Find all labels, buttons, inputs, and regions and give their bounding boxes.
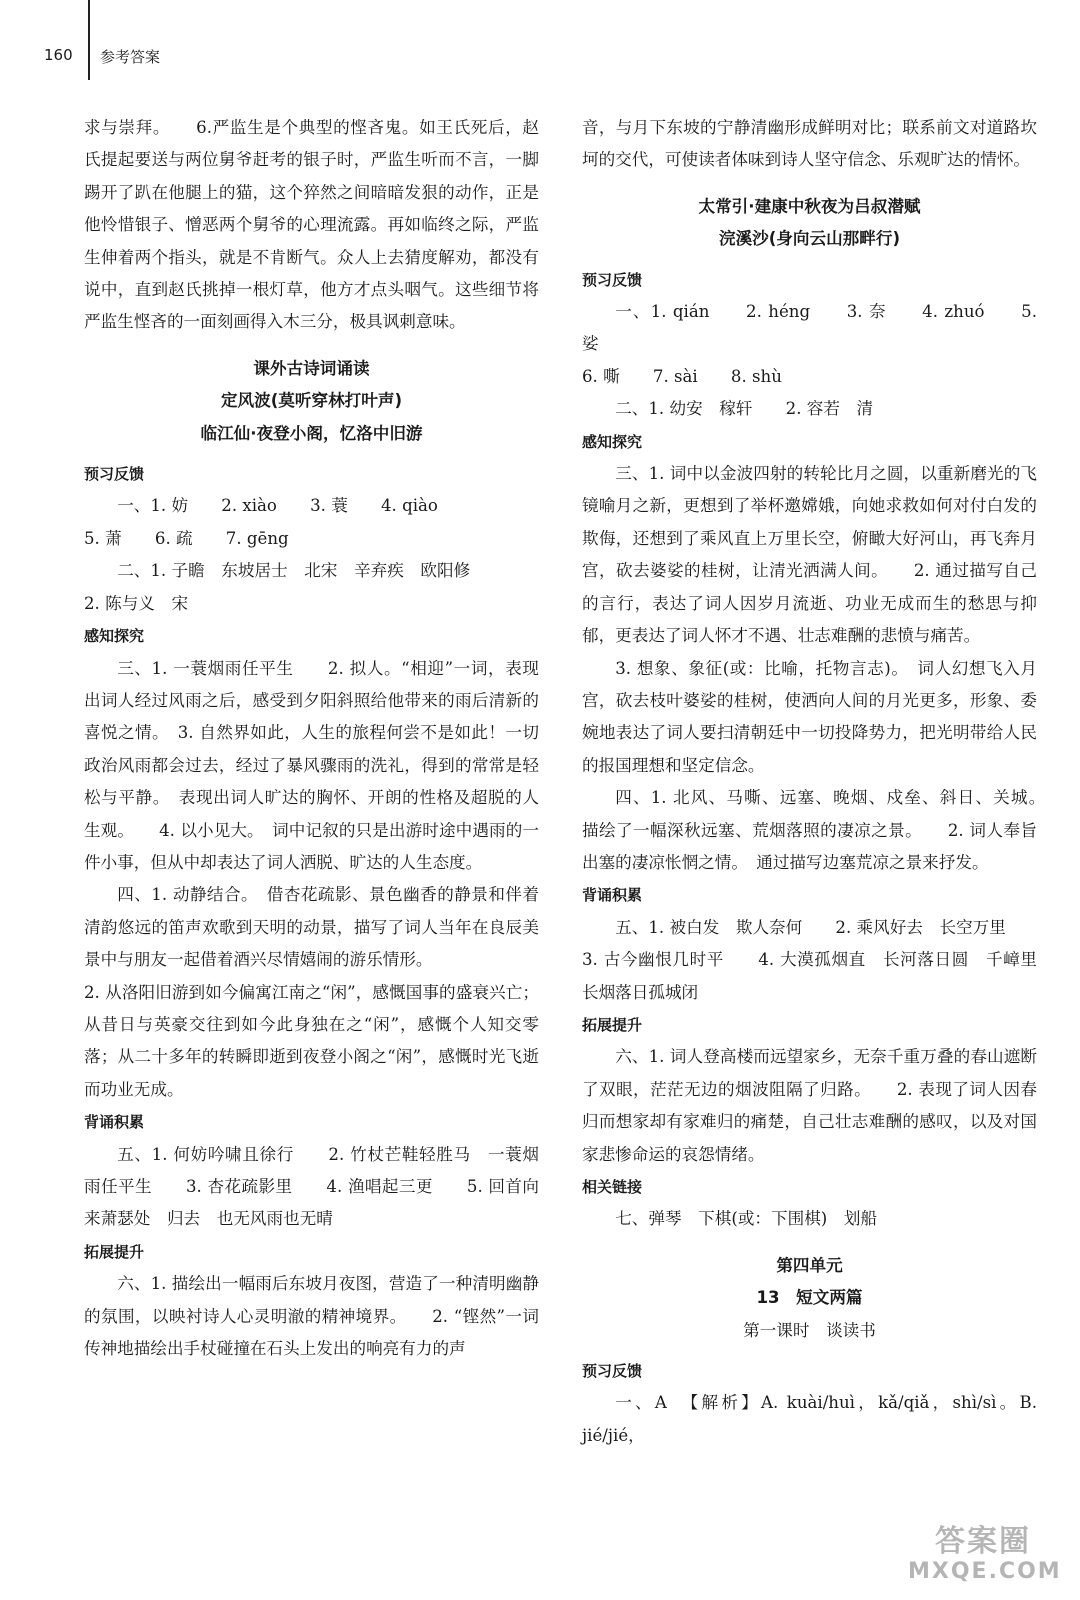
answer-paragraph: 四、1. 北风、马嘶、远塞、晚烟、戍垒、斜日、关城。 描绘了一幅深秋远塞、荒烟落照的凄凉之景。 2. 词人奉旨出塞的凄凉怅惘之情。 通过描写边塞荒凉之景来抒发。 <box>582 788 1054 872</box>
answer-paragraph: 六、1. 词人登高楼而远望家乡，无奈千重万叠的春山遮断了双眼，茫茫无边的烟波阻隔了归路。 2. 表现了词人因春归而想家却有家难归的痛楚，自己壮志难酬的感叹，以及对国家悲惨命运的哀怨情绪。 <box>582 1047 1037 1164</box>
answer-paragraph: 五、1. 何妨吟啸且徐行 2. 竹杖芒鞋轻胜马 一蓑烟雨任平生 3. 杏花疏影里 4. 渔唱起三更 5. 回首向来萧瑟处 归去 也无风雨也无晴 <box>84 1144 539 1229</box>
answer-paragraph: 七、弹琴 下棋(或：下围棋) 划船 <box>615 1209 878 1229</box>
answer-paragraph: 音，与月下东坡的宁静清幽形成鲜明对比；联系前文对道路坎坷的交代，可使读者体味到诗人坚守信念、乐观旷达的情怀。 <box>582 118 1037 170</box>
answer-paragraph: 一、1. qián 2. héng 3. 奈 4. zhuó 5. 娑 <box>582 302 1037 354</box>
page-number: 160 <box>44 46 73 64</box>
answer-paragraph: 3. 想象、象征(或：比喻，托物言志)。 词人幻想飞入月宫，砍去枝叶婆娑的桂树，使洒向人间的月光更多，形象、委婉地表达了词人要扫清朝廷中一切投降势力，把光明带给人民的报国理想和坚定信念。 <box>582 658 1037 775</box>
watermark-logo <box>908 1524 1062 1586</box>
section-title: 13 短文两篇 <box>756 1288 863 1308</box>
section-title: 临江仙·夜登小阁，忆洛中旧游 <box>200 423 423 443</box>
answer-paragraph: 一、A 【解析】A. kuài/huì，kǎ/qiǎ，shì/sì。B. jié/jié， <box>582 1393 1037 1445</box>
answer-paragraph: 一、1. 妨 2. xiào 3. 蓑 4. qiào <box>117 496 438 516</box>
watermark-text-cn: 答案圈 <box>935 1524 1031 1559</box>
section-title: 定风波(莫听穿林打叶声) <box>220 391 403 411</box>
section-heading: 拓展提升 <box>84 1242 145 1261</box>
section-title: 浣溪沙(身向云山那畔行) <box>718 229 901 249</box>
answer-paragraph: 二、1. 子瞻 东坡居士 北宋 辛弃疾 欧阳修 <box>117 561 471 581</box>
section-title: 第四单元 <box>776 1255 843 1275</box>
answer-paragraph: 2. 从洛阳旧游到如今偏寓江南之“闲”，感慨国事的盛衰兴亡；从昔日与英豪交往到如今此身独在之“闲”，感慨个人知交零落；从二十多年的转瞬即逝到夜登小阁之“闲”，感慨时光飞逝而功业无成。 <box>84 982 539 1099</box>
section-title: 太常引·建康中秋夜为吕叔潜赋 <box>698 196 921 216</box>
answer-paragraph: 3. 古今幽恨几时平 4. 大漠孤烟直 长河落日圆 千嶂里 长烟落日孤城闭 <box>582 950 1054 1002</box>
section-heading: 相关链接 <box>582 1178 643 1196</box>
section-heading: 背诵积累 <box>582 886 643 905</box>
answer-paragraph: 六、1. 描绘出一幅雨后东坡月夜图，营造了一种清明幽静的氛围，以映衬诗人心灵明澈的精神境界。 2. “铿然”一词传神地描绘出手杖碰撞在石头上发出的响亮有力的声 <box>84 1274 539 1359</box>
section-title: 第一课时 谈读书 <box>743 1320 876 1340</box>
answer-paragraph: 三、1. 一蓑烟雨任平生 2. 拟人。“相迎”一词，表现出词人经过风雨之后，感受到夕阳斜照给他带来的雨后清新的喜悦之情。 3. 自然界如此，人生的旅程何尝不是如此！一切政治风雨都会过去，经过了暴风骤雨的洗礼，得到的常常是轻松与平静。 表现出词人旷达的胸怀、开朗的性格及超脱的人生观。 4. 以小见大。 词中记叙的只是出游时途中遇雨的一件小事，但从中却表达了词人洒脱、旷达的人生态度。 <box>84 658 539 872</box>
section-heading: 拓展提升 <box>582 1015 643 1034</box>
header-divider <box>88 0 90 80</box>
left-column <box>84 112 539 1365</box>
section-heading: 背诵积累 <box>84 1113 145 1132</box>
answer-paragraph: 二、1. 幼安 稼轩 2. 容若 清 <box>615 399 874 419</box>
section-title: 课外古诗词诵读 <box>253 358 370 378</box>
section-heading: 预习反馈 <box>582 270 643 289</box>
right-column <box>582 112 1054 1452</box>
answer-paragraph: 求与崇拜。 6.严监生是个典型的悭吝鬼。如王氏死后，赵氏提起要送与两位舅爷赶考的银子时，严监生听而不言，一脚踢开了趴在他腿上的猫，这个猝然之间暗暗发狠的动作，正是他怜惜银子、憎恶两个舅爷的心理流露。再如临终之际，严监生伸着两个指头，就是不肯断气。众人上去猜度解劝，都没有说中，直到赵氏挑掉一根灯草，他方才点头咽气。这些细节将严监生悭吝的一面刻画得入木三分，极具讽刺意味。 <box>84 118 539 332</box>
section-heading: 预习反馈 <box>582 1362 643 1381</box>
answer-paragraph: 6. 嘶 7. sài 8. shù <box>582 366 782 386</box>
answer-paragraph: 5. 萧 6. 疏 7. gēng <box>84 528 289 548</box>
answer-paragraph: 四、1. 动静结合。 借杏花疏影、景色幽香的静景和伴着清韵悠远的笛声欢歌到天明的动景，描写了词人当年在良辰美景中与朋友一起借着酒兴尽情嬉闹的游乐情形。 <box>84 885 539 970</box>
header-title: 参考答案 <box>100 48 161 66</box>
page-header <box>0 0 1080 80</box>
answer-paragraph: 2. 陈与义 宋 <box>84 593 189 613</box>
section-heading: 感知探究 <box>84 627 145 646</box>
section-heading: 预习反馈 <box>84 465 145 484</box>
answer-paragraph: 三、1. 词中以金波四射的转轮比月之圆，以重新磨光的飞镜喻月之新，更想到了举杯邀嫦娥，向她求救如何对付白发的欺侮，还想到了乘风直上万里长空，俯瞰大好河山，再飞奔月宫，砍去婆娑的桂树，让清光洒满人间。 2. 通过描写自己的言行，表达了词人因岁月流逝、功业无成而生的愁思与抑郁，更表达了词人怀才不遇、壮志难酬的悲愤与痛苦。 <box>582 464 1037 646</box>
section-heading: 感知探究 <box>582 432 643 451</box>
watermark-text-en: MXQE.COM <box>908 1559 1062 1584</box>
answer-paragraph: 五、1. 被白发 欺人奈何 2. 乘风好去 长空万里 <box>615 917 1006 937</box>
